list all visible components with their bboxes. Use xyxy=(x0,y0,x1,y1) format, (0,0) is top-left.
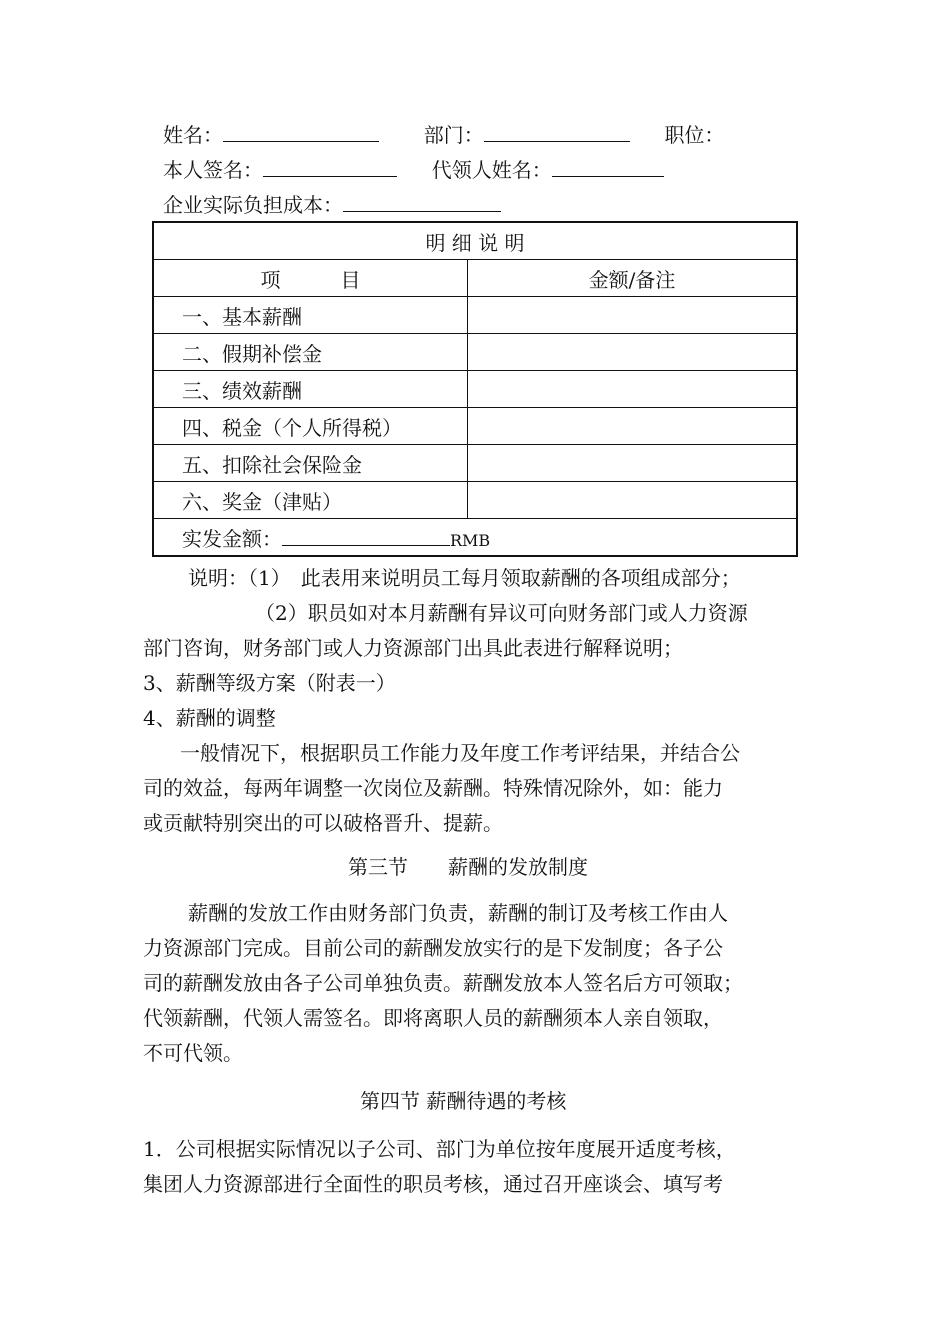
review-para-line: 集团人力资源部进行全面性的职员考核，通过召开座谈会、填写考 xyxy=(143,1172,723,1196)
section-4-heading: 4、薪酬的调整 xyxy=(143,706,276,730)
adjust-para-line: 或贡献特别突出的可以破格晋升、提薪。 xyxy=(143,811,503,835)
row-item-label: 二、假期补偿金 xyxy=(153,334,468,371)
name-label: 姓名： xyxy=(163,123,223,147)
table-row xyxy=(153,482,797,519)
col-amount-header: 金额/备注 xyxy=(468,260,798,297)
position-label: 职位： xyxy=(664,123,725,147)
total-label: 实发金额： xyxy=(182,526,282,551)
table-row xyxy=(153,408,797,445)
row-item-label: 四、税金（个人所得税） xyxy=(153,408,468,445)
total-blank[interactable] xyxy=(282,527,450,546)
chapter-3-heading: 第三节 薪酬的发放制度 xyxy=(348,855,588,879)
row-item-label: 六、奖金（津贴） xyxy=(153,482,468,519)
cost-label: 企业实际负担成本： xyxy=(163,193,343,217)
review-para-line: 1．公司根据实际情况以子公司、部门为单位按年度展开适度考核， xyxy=(143,1137,736,1161)
row-amount-cell[interactable] xyxy=(468,408,798,445)
row-item-label: 一、基本薪酬 xyxy=(153,297,468,334)
section-3-heading: 3、薪酬等级方案（附表一） xyxy=(143,671,396,695)
row-amount-cell[interactable] xyxy=(468,445,798,482)
col-item-header: 项 目 xyxy=(153,260,468,297)
pay-para-line: 司的薪酬发放由各子公司单独负责。薪酬发放本人签名后方可领取； xyxy=(143,971,743,995)
total-cell xyxy=(153,519,797,557)
table-row xyxy=(153,445,797,482)
row-amount-cell[interactable] xyxy=(468,297,798,334)
row-item-label: 三、绩效薪酬 xyxy=(153,371,468,408)
pay-para-line: 薪酬的发放工作由财务部门负责，薪酬的制订及考核工作由人 xyxy=(188,901,728,925)
cost-blank[interactable] xyxy=(343,191,501,212)
pay-para-line: 力资源部门完成。目前公司的薪酬发放实行的是下发制度；各子公 xyxy=(143,936,723,960)
table-row xyxy=(153,297,797,334)
name-blank[interactable] xyxy=(223,121,379,142)
table-total-row xyxy=(153,519,797,557)
adjust-para-line: 司的效益，每两年调整一次岗位及薪酬。特殊情况除外，如：能力 xyxy=(143,776,723,800)
table-title-row xyxy=(153,222,797,260)
dept-label: 部门： xyxy=(423,123,484,147)
table-title: 明 细 说 明 xyxy=(153,222,797,260)
note-line-2: （2）职员如对本月薪酬有异议可向财务部门或人力资源 xyxy=(255,601,748,625)
table-header-row xyxy=(153,260,797,297)
row-amount-cell[interactable] xyxy=(468,482,798,519)
note-line-1: 说明：（1） 此表用来说明员工每月领取薪酬的各项组成部分； xyxy=(188,566,741,590)
pay-para-line: 不可代领。 xyxy=(143,1041,243,1065)
total-unit: RMB xyxy=(450,530,491,550)
row-amount-cell[interactable] xyxy=(468,334,798,371)
chapter-4-heading: 第四节 薪酬待遇的考核 xyxy=(360,1089,567,1113)
note-line-3: 部门咨询，财务部门或人力资源部门出具此表进行解释说明； xyxy=(143,636,683,660)
row-amount-cell[interactable] xyxy=(468,371,798,408)
header-row-3 xyxy=(163,190,501,220)
header-row-1 xyxy=(163,120,724,150)
proxy-blank[interactable] xyxy=(552,156,664,177)
row-item-label: 五、扣除社会保险金 xyxy=(153,445,468,482)
proxy-label: 代领人姓名： xyxy=(431,158,552,182)
salary-detail-table xyxy=(152,221,798,557)
dept-blank[interactable] xyxy=(484,121,630,142)
table-row xyxy=(153,334,797,371)
header-row-2 xyxy=(163,155,664,185)
table-row xyxy=(153,371,797,408)
signature-blank[interactable] xyxy=(263,156,397,177)
pay-para-line: 代领薪酬，代领人需签名。即将离职人员的薪酬须本人亲自领取， xyxy=(143,1006,723,1030)
signature-label: 本人签名： xyxy=(163,158,263,182)
adjust-para-line: 一般情况下，根据职员工作能力及年度工作考评结果，并结合公 xyxy=(180,741,740,765)
